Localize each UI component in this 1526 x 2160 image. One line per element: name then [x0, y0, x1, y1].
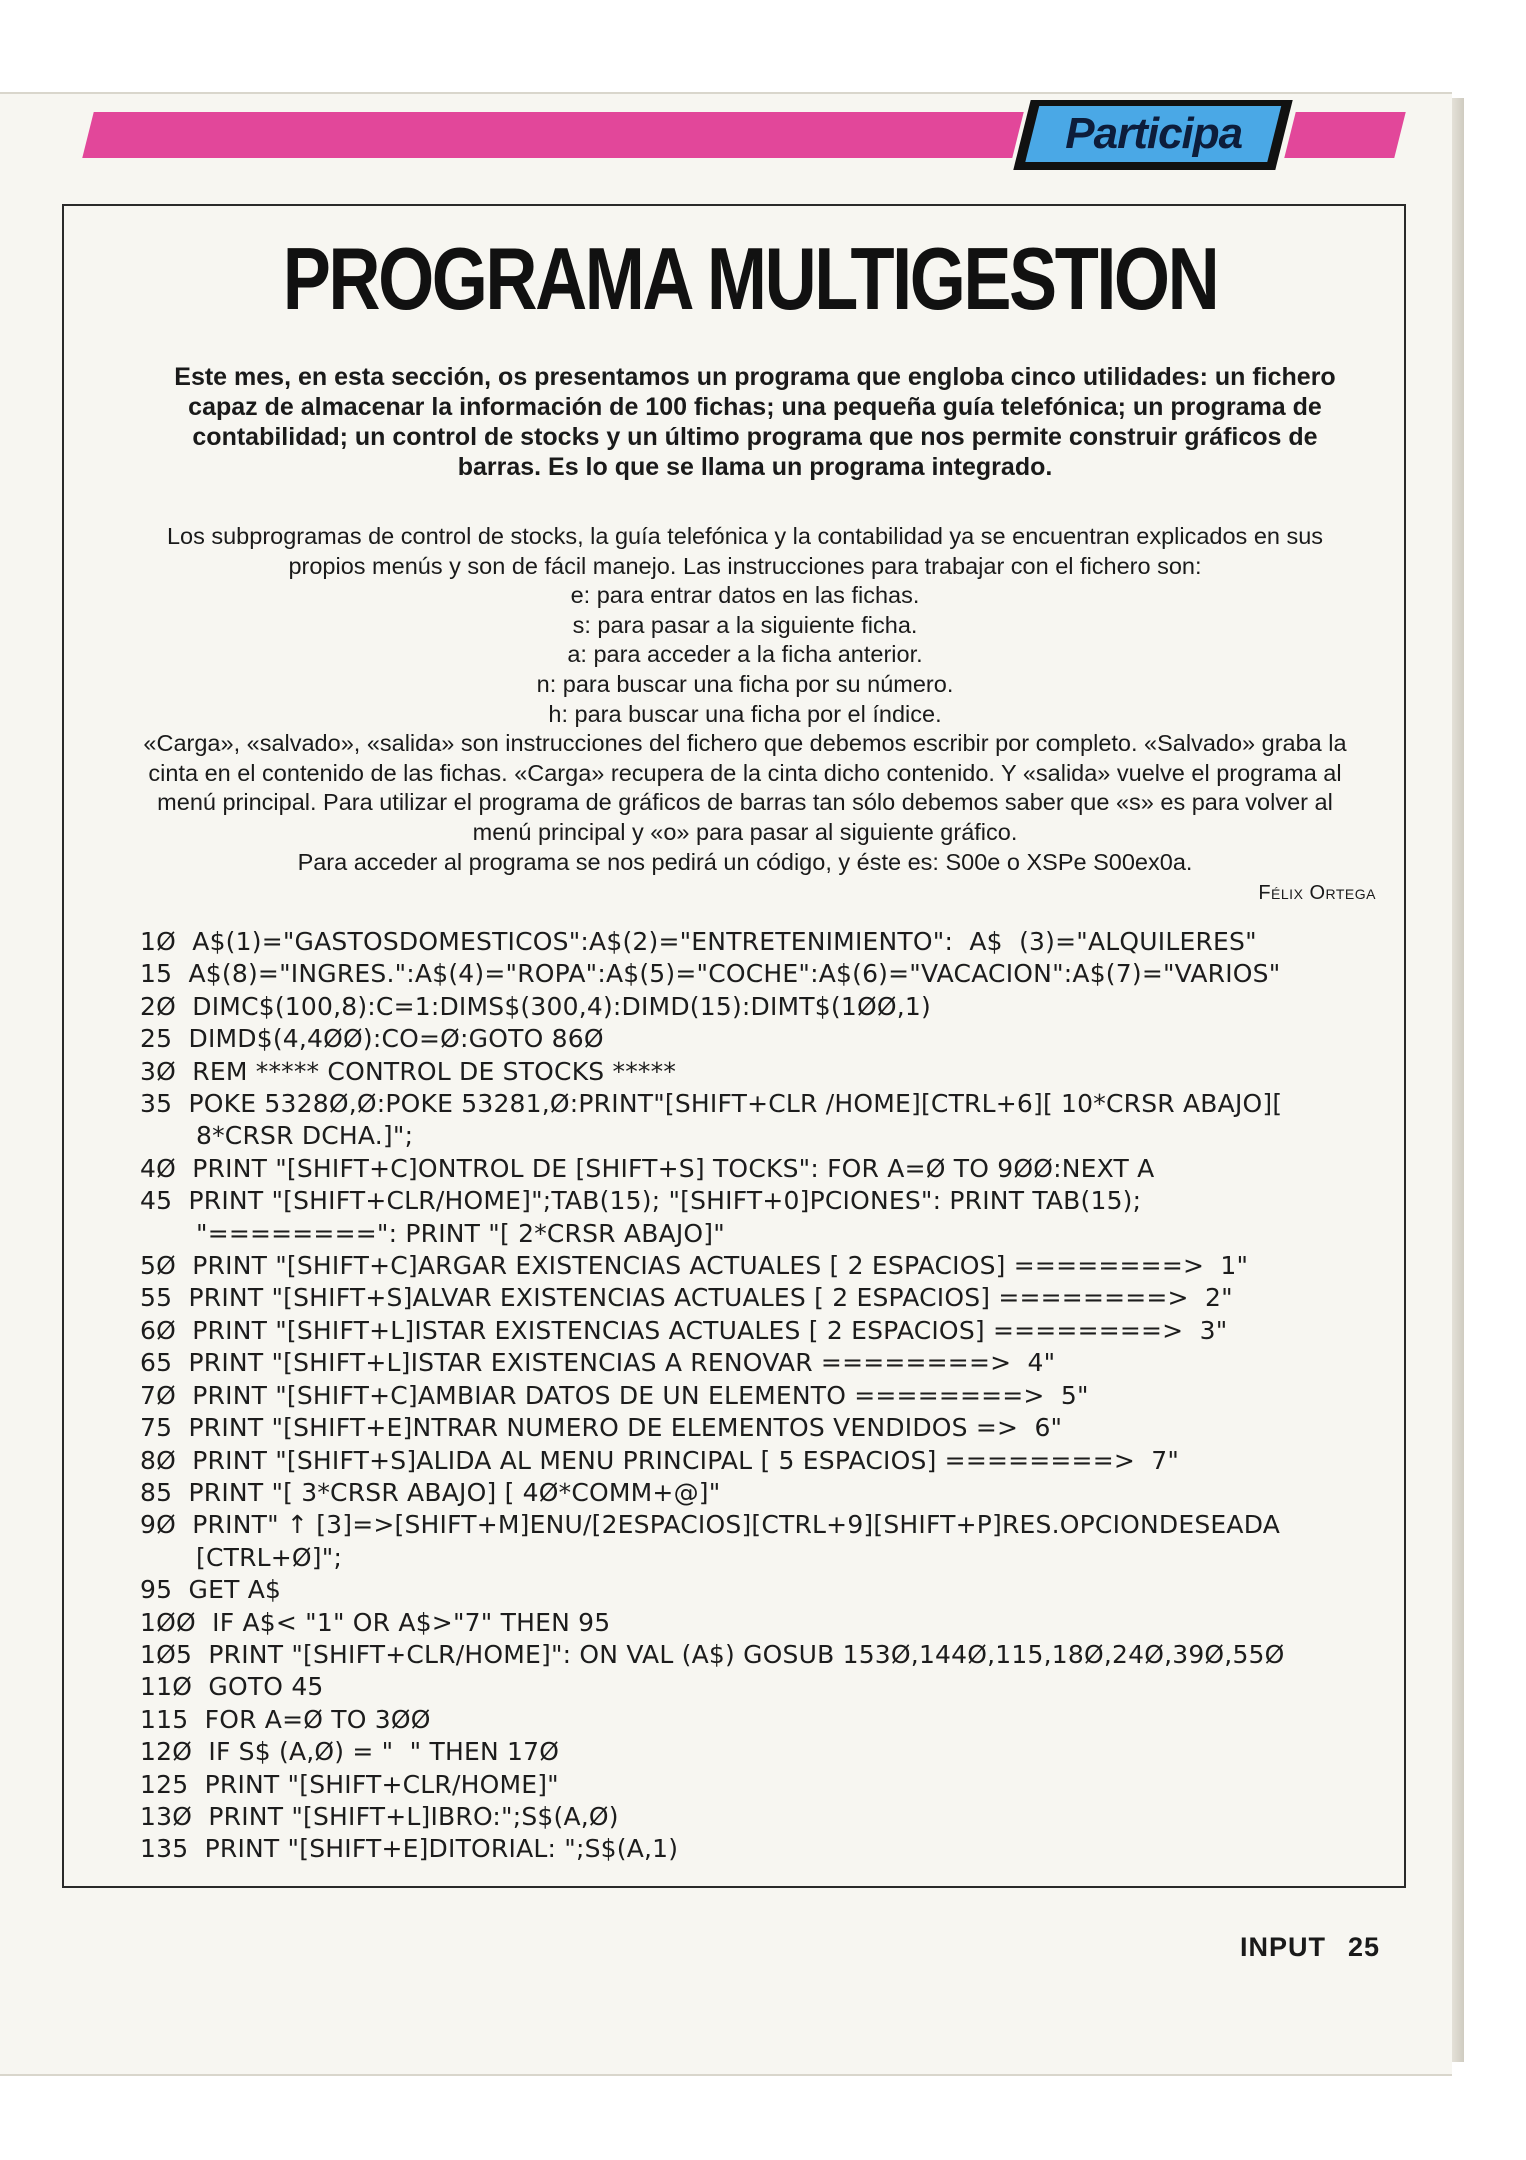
code-line: 115 FOR A=Ø TO 3ØØ: [140, 1704, 431, 1734]
code-line: 5Ø PRINT "[SHIFT+C]ARGAR EXISTENCIAS ACTUALES [ 2 ESPACIOS] ========> 1": [140, 1251, 1249, 1281]
header-stripe-left: [82, 112, 1023, 158]
instruction-s: s: para pasar a la siguiente ficha.: [572, 611, 918, 638]
article-title: PROGRAMA MULTIGESTION: [282, 229, 1218, 328]
code-line: 7Ø PRINT "[SHIFT+C]AMBIAR DATOS DE UN ELEMENTO ========> 5": [140, 1380, 1089, 1410]
code-line-continuation: [CTRL+Ø]";: [196, 1542, 343, 1572]
code-line: 15 A$(8)="INGRES.":A$(4)="ROPA":A$(5)="COCHE":A$(6)="VACACION":A$(7)="VARIOS": [140, 959, 1281, 989]
article-intro: Este mes, en esta sección, os presentamos un programa que engloba cinco utilidades: un fichero capaz de almacenar la información de 100 fichas; una pequeña guía telefónica; un programa de contabilidad; un control de stocks y un último programa que nos permite construir gráficos de barras. Es lo que se llama un programa integrado.: [174, 363, 1336, 481]
code-line: 135 PRINT "[SHIFT+E]DITORIAL: ";S$(A,1): [140, 1834, 679, 1864]
code-line: 11Ø GOTO 45: [140, 1672, 324, 1702]
code-line: 25 DIMD$(4,4ØØ):CO=Ø:GOTO 86Ø: [140, 1024, 604, 1054]
page-footer: [1218, 1932, 1380, 1963]
code-line: 8Ø PRINT "[SHIFT+S]ALIDA AL MENU PRINCIPAL [ 5 ESPACIOS] ========> 7": [140, 1445, 1180, 1475]
basic-listing: [140, 926, 1380, 1866]
page-edge: [1452, 98, 1464, 2062]
code-line: 75 PRINT "[SHIFT+E]NTRAR NUMERO DE ELEMENTOS VENDIDOS => 6": [140, 1413, 1063, 1443]
code-line: 6Ø PRINT "[SHIFT+L]ISTAR EXISTENCIAS ACTUALES [ 2 ESPACIOS] ========> 3": [140, 1315, 1228, 1345]
instruction-h: h: para buscar una ficha por el índice.: [548, 700, 942, 727]
instruction-e: e: para entrar datos en las fichas.: [570, 582, 920, 609]
article-author: Félix Ortega: [1258, 882, 1376, 904]
code-line-continuation: 8*CRSR DCHA.]";: [196, 1121, 414, 1151]
code-line: 1Ø A$(1)="GASTOSDOMESTICOS":A$(2)="ENTRETENIMIENTO": A$ (3)="ALQUILERES": [140, 927, 1257, 956]
code-line: 3Ø REM ***** CONTROL DE STOCKS *****: [140, 1056, 677, 1086]
code-line: 4Ø PRINT "[SHIFT+C]ONTROL DE [SHIFT+S] TOCKS": FOR A=Ø TO 9ØØ:NEXT A: [140, 1153, 1155, 1183]
code-line: 35 POKE 5328Ø,Ø:POKE 53281,Ø:PRINT"[SHIFT+CLR /HOME][CTRL+6][ 10*CRSR ABAJO][: [140, 1089, 1283, 1119]
instruction-a: a: para acceder a la ficha anterior.: [567, 641, 923, 668]
code-line: 65 PRINT "[SHIFT+L]ISTAR EXISTENCIAS A RENOVAR ========> 4": [140, 1348, 1056, 1378]
code-line: 13Ø PRINT "[SHIFT+L]IBRO:";S$(A,Ø): [140, 1801, 619, 1831]
code-line: 1Ø5 PRINT "[SHIFT+CLR/HOME]": ON VAL (A$) GOSUB 153Ø,144Ø,115,18Ø,24Ø,39Ø,55Ø: [140, 1639, 1285, 1669]
code-line: 2Ø DIMC$(100,8):C=1:DIMS$(300,4):DIMD(15):DIMT$(1ØØ,1): [140, 991, 931, 1021]
magazine-name: INPUT: [1239, 1932, 1326, 1962]
code-line: 9Ø PRINT" ↑ [3]=>[SHIFT+M]ENU/[2ESPACIOS][CTRL+9][SHIFT+P]RES.OPCIONDESEADA: [140, 1510, 1281, 1540]
code-line: 85 PRINT "[ 3*CRSR ABAJO] [ 4Ø*COMM+@]": [140, 1477, 721, 1507]
instruction-n: n: para buscar una ficha por su número.: [536, 670, 954, 697]
article-body: [130, 522, 1360, 877]
code-line: 95 GET A$: [140, 1575, 282, 1605]
code-line: 45 PRINT "[SHIFT+CLR/HOME]";TAB(15); "[SHIFT+0]PCIONES": PRINT TAB(15);: [140, 1186, 1142, 1216]
code-line: 1ØØ IF A$< "1" OR A$>"7" THEN 95: [140, 1607, 611, 1637]
code-line: 55 PRINT "[SHIFT+S]ALVAR EXISTENCIAS ACTUALES [ 2 ESPACIOS] ========> 2": [140, 1283, 1233, 1313]
code-line-continuation: "========": PRINT "[ 2*CRSR ABAJO]": [196, 1218, 725, 1248]
body-paragraph-2: «Carga», «salvado», «salida» son instrucciones del fichero que debemos escribir por completo. «Salvado» graba la cinta en el contenido de las fichas. «Carga» recupera de la cinta dicho contenido. Y «salida» vuelve el programa al menú principal. Para utilizar el programa de gráficos de barras tan sólo debemos saber que «s» es para volver al menú principal y «o» para pasar al siguiente gráfico.: [143, 730, 1347, 845]
page-number: 25: [1347, 1932, 1380, 1962]
section-label: Participa: [1064, 109, 1242, 158]
code-line: 125 PRINT "[SHIFT+CLR/HOME]": [140, 1769, 559, 1799]
body-paragraph-3: Para acceder al programa se nos pedirá un código, y éste es: S00e o XSPe S00ex0a.: [297, 848, 1193, 875]
body-paragraph-1: Los subprogramas de control de stocks, la guía telefónica y la contabilidad ya se encuentran explicados en sus propios menús y son de fácil manejo. Las instrucciones para trabajar con el fichero son:: [166, 523, 1324, 579]
header-stripe-right: [1284, 112, 1405, 158]
code-line: 12Ø IF S$ (A,Ø) = " " THEN 17Ø: [140, 1737, 560, 1767]
section-tab: [1013, 100, 1292, 170]
